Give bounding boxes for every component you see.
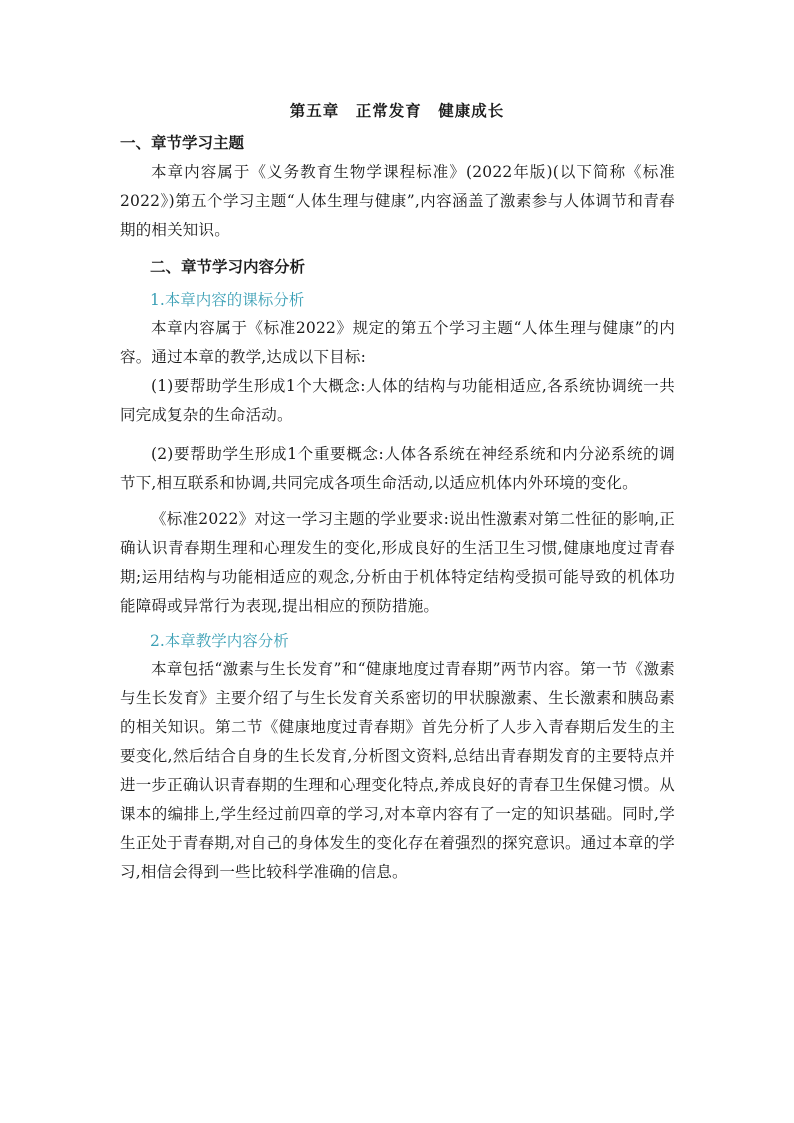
section-heading-learning-theme: 一、章节学习主题 [120,134,245,152]
subsection-heading-teaching-content: 2.本章教学内容分析 [150,632,289,650]
paragraph-academic-requirements: 《标准2022》对这一学习主题的学业要求:说出性激素对第二性征的影响,正确认识青春期生理和心理发生的变化,形成良好的生活卫生习惯,健康地度过青春期;运用结构与功能相适应的观念,分析由于机体特定结构受损可能导致的机体功能障碍或异常行为表现,提出相应的预防措施。 [120,510,675,615]
paragraph-teaching-content: 本章包括“激素与生长发育”和“健康地度过青春期”两节内容。第一节《激素与生长发育》主要介绍了与生长发育关系密切的甲状腺激素、生长激素和胰岛素的相关知识。第二节《健康地度过青春期》首先分析了人步入青春期后发生的主要变化,然后结合自身的生长发育,分析图文资料,总结出青春期发育的主要特点并进一步正确认识青春期的生理和心理变化特点,养成良好的青春卫生保健习惯。从课本的编排上,学生经过前四章的学习,对本章内容有了一定的知识基础。同时,学生正处于青春期,对自己的身体发生的变化存在着强烈的探究意识。通过本章的学习,相信会得到一些比较科学准确的信息。 [120,660,675,881]
paragraph-curriculum-intro: 本章内容属于《标准2022》规定的第五个学习主题“人体生理与健康”的内容。通过本章的教学,达成以下目标: [120,319,675,366]
paragraph-goal-1: (1)要帮助学生形成1个大概念:人体的结构与功能相适应,各系统协调统一共同完成复杂的生命活动。 [120,377,675,424]
section-heading-content-analysis: 二、章节学习内容分析 [150,258,306,276]
paragraph-goal-2: (2)要帮助学生形成1个重要概念:人体各系统在神经系统和内分泌系统的调节下,相互联系和协调,共同完成各项生命活动,以适应机体内外环境的变化。 [120,445,675,492]
subsection-heading-curriculum-analysis: 1.本章内容的课标分析 [150,291,305,309]
paragraph-learning-theme: 本章内容属于《义务教育生物学课程标准》(2022年版)(以下简称《标准2022》)第五个学习主题“人体生理与健康”,内容涵盖了激素参与人体调节和青春期的相关知识。 [120,163,675,239]
chapter-title: 第五章 正常发育 健康成长 [289,102,505,120]
